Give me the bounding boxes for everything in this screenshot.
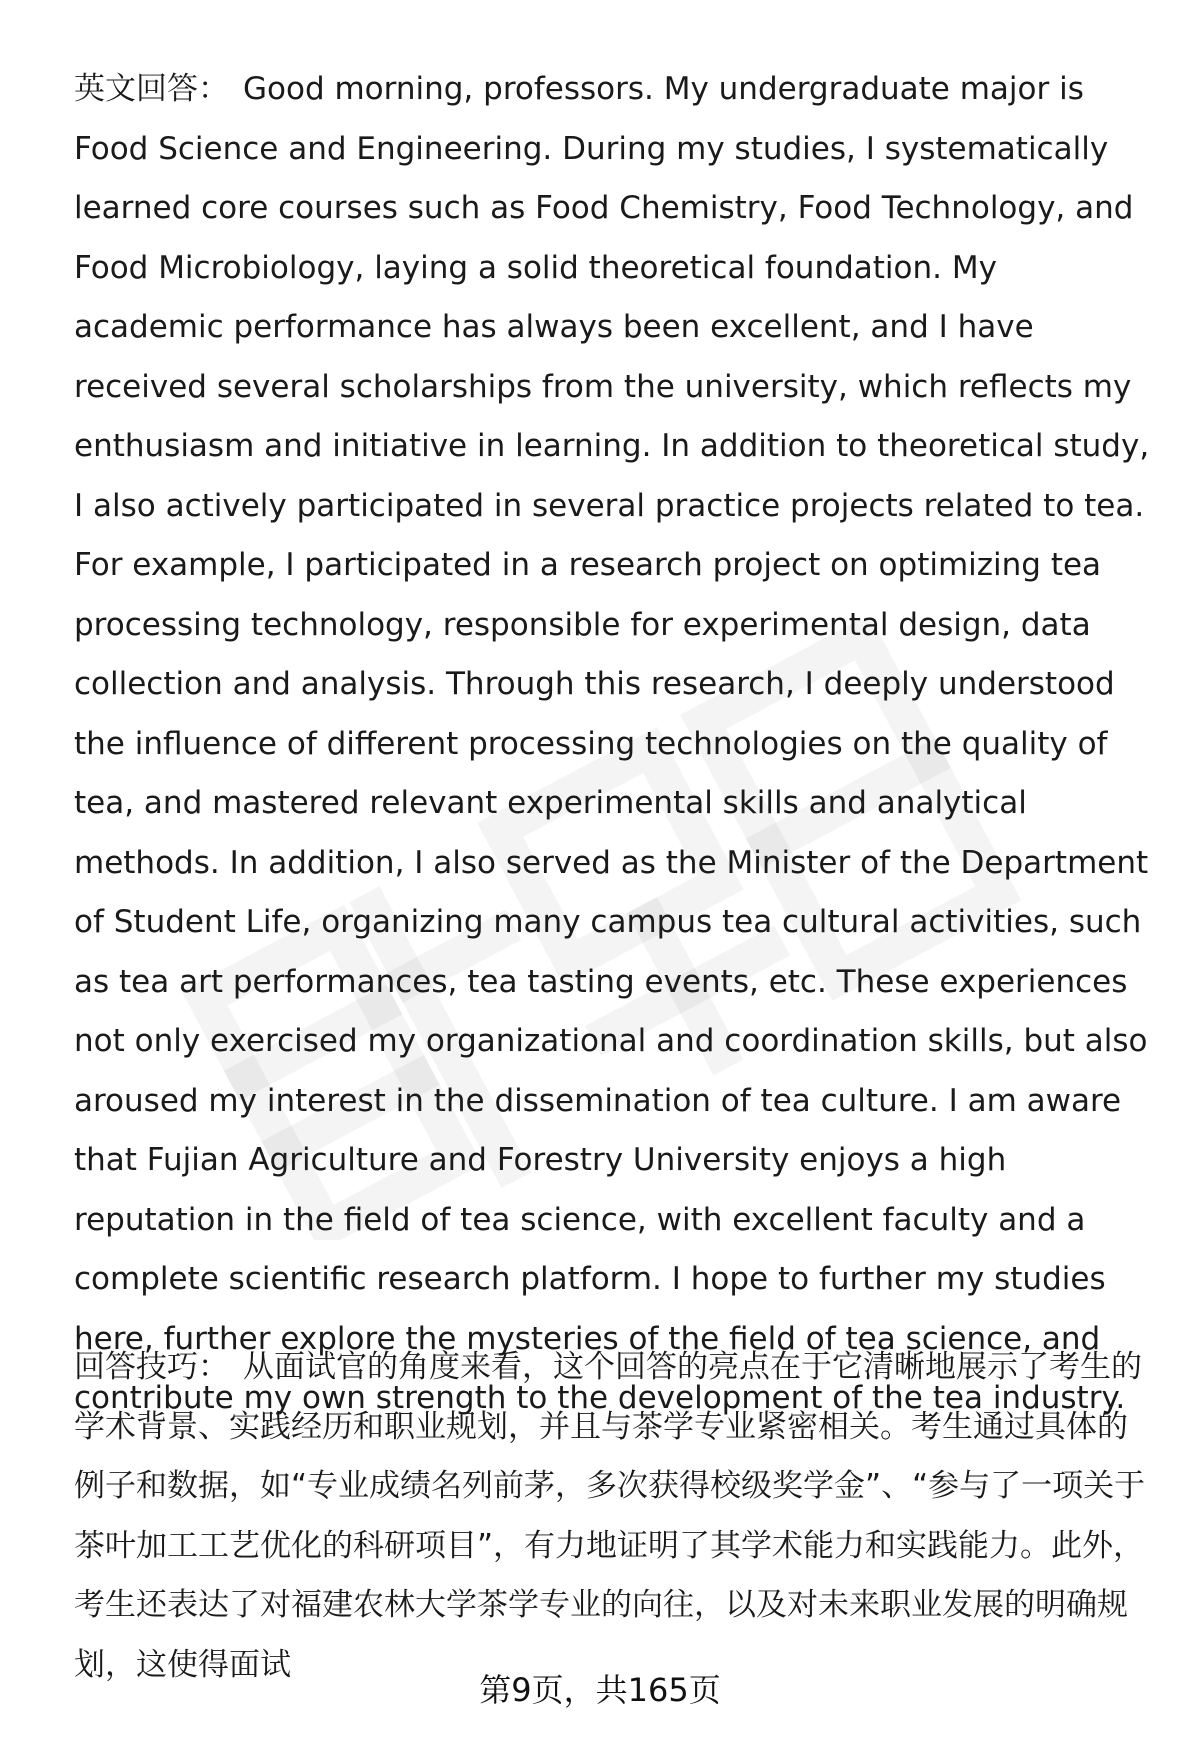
page-number-footer: 第9页，共165页	[479, 1671, 721, 1709]
answer-tips-text: 从面试官的角度来看，这个回答的亮点在于它清晰地展示了考生的学术背景、实践经历和职业规划，并且与茶学专业紧密相关。考生通过具体的例子和数据，如“专业成绩名列前茅，多次获得校级奖学金”、“参与了一项关于茶叶加工工艺优化的科研项目”，有力地证明了其学术能力和实践能力。此外，考生还表达了对福建农林大学茶学专业的向往，以及对未来职业发展的明确规划，这使得面试	[74, 1349, 1146, 1683]
english-answer-label: 英文回答：	[74, 71, 229, 107]
answer-tips-label: 回答技巧：	[74, 1349, 229, 1385]
english-answer-text: Good morning, professors. My undergraduate major is Food Science and Engineering. During my studies, I systematically learned core courses such as Food Chemistry, Food Technology, and Food Microbiology, laying a solid theoretical foundation. My academic performance has always been excellent, and I have received several scholarships from the university, which reflects my enthusiasm and initiative in learning. In addition to theoretical study, I also actively participated in several practice projects related to tea. For example, I participated in a research project on optimizing tea processing technology, responsible for experimental design, data collection and analysis. Through this research, I deeply understood the influence of different processing technologies on the quality of tea, and mastered relevant experimental skills and analytical methods. In addition, I also served as the Minister of the Department of Student Life, organizing many campus tea cultural activities, such as tea art performances, tea tasting events, etc. These experiences not only exercised my organizational and coordination skills, but also aroused my interest in the dissemination of tea culture. I am aware that Fujian Agriculture and Forestry University enjoys a high reputation in the field of tea science, with excellent faculty and a complete scientific research platform. I hope to further my studies here, further explore the mysteries of the field of tea science, and contribute my own strength to the development of the tea industry.	[74, 71, 1150, 1416]
english-answer-paragraph	[74, 60, 1154, 1429]
answer-tips-paragraph	[74, 1338, 1154, 1695]
